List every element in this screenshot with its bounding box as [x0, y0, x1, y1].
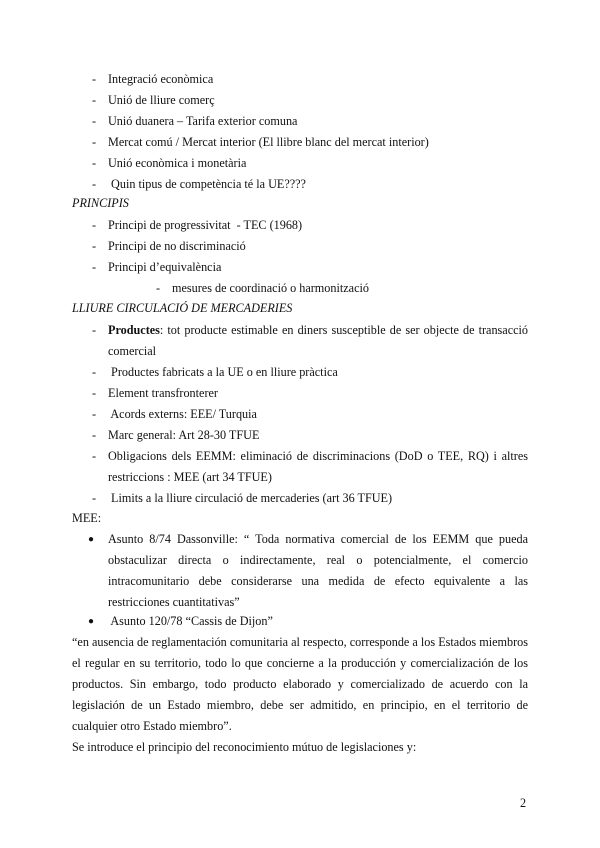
productes-bold: Productes — [108, 323, 160, 337]
dash: - — [92, 93, 97, 107]
closing-sentence: Se introduce el principio del reconocimiento mútuo de legislaciones y: — [72, 740, 417, 754]
dash: - — [92, 260, 97, 274]
heading-lliure-circulacio: LLIURE CIRCULACIÓ DE MERCADERIES — [72, 301, 293, 315]
list-item: Element transfronterer — [108, 386, 218, 400]
quote-line: legislación de un Estado miembro, debe ser admitido, en principio, en el territorio de — [72, 698, 528, 712]
productes-text: : tot producte estimable en diners susceptible de ser objecte de transacció — [159, 323, 528, 337]
dassonville-line: obstaculizar directa o indirectamente, real o potencialmente, el comercio — [108, 553, 528, 567]
list-item-continuation: restriccions : MEE (art 34 TFUE) — [108, 470, 272, 484]
list-item: Unió de lliure comerç — [108, 93, 215, 107]
dash: - — [92, 218, 97, 232]
dash: - — [92, 386, 97, 400]
list-item: Marc general: Art 28-30 TFUE — [108, 428, 260, 442]
list-item-continuation: comercial — [108, 344, 157, 358]
list-item-productes — [108, 323, 528, 338]
dash: - — [92, 407, 97, 421]
heading-principis: PRINCIPIS — [72, 196, 129, 210]
list-item: Integració econòmica — [108, 72, 214, 86]
dash: - — [92, 114, 97, 128]
quote-line: cualquier otro Estado miembro”. — [72, 719, 232, 733]
list-item-dijon: Asunto 120/78 “Cassis de Dijon” — [108, 614, 273, 628]
dash: - — [92, 365, 97, 379]
dash: - — [92, 177, 97, 191]
list-item: Principi d’equivalència — [108, 260, 222, 274]
list-item-obligacions: Obligacions dels EEMM: eliminació de discriminacions (DoD o TEE, RQ) i altres — [108, 449, 528, 463]
list-item: Unió econòmica i monetària — [108, 156, 247, 170]
dash: - — [92, 239, 97, 253]
bullet: ● — [88, 534, 95, 545]
list-item: Principi de progressivitat - TEC (1968) — [108, 218, 303, 232]
list-item: Productes fabricats a la UE o en lliure pràctica — [108, 365, 338, 379]
page-number: 2 — [520, 796, 527, 810]
dash: - — [156, 281, 161, 295]
list-item: Limits a la lliure circulació de mercaderies (art 36 TFUE) — [108, 491, 393, 505]
quote-line: “en ausencia de reglamentación comunitaria al respecto, corresponde a los Estados miembros — [72, 635, 528, 649]
dassonville-line: restricciones cuantitativas” — [108, 595, 240, 609]
dassonville-line: intracomunitario debe considerarse una medida de efecto equivalente a las — [108, 574, 528, 588]
bullet: ● — [88, 616, 95, 627]
quote-line: productos. Sin embargo, todo producto elaborado y comercializado de acuerdo con la — [72, 677, 528, 691]
list-item: Unió duanera – Tarifa exterior comuna — [108, 114, 298, 128]
list-item: Quin tipus de competència té la UE???? — [108, 177, 306, 191]
dash: - — [92, 72, 97, 86]
dash: - — [92, 491, 97, 505]
mee-label: MEE: — [72, 511, 102, 525]
dash: - — [92, 323, 97, 337]
dassonville-line: Asunto 8/74 Dassonville: “ Toda normativa comercial de los EEMM que pueda — [108, 532, 528, 546]
sub-list-item: mesures de coordinació o harmonització — [172, 281, 369, 295]
quote-line: el regular en su territorio, todo lo que concierne a la producción y comercialización de los — [72, 656, 528, 670]
list-item: Mercat comú / Mercat interior (El llibre blanc del mercat interior) — [108, 135, 429, 149]
dash: - — [92, 156, 97, 170]
dash: - — [92, 449, 97, 463]
dash: - — [92, 135, 97, 149]
list-item: Acords externs: EEE/ Turquia — [108, 407, 257, 421]
dash: - — [92, 428, 97, 442]
list-item: Principi de no discriminació — [108, 239, 246, 253]
